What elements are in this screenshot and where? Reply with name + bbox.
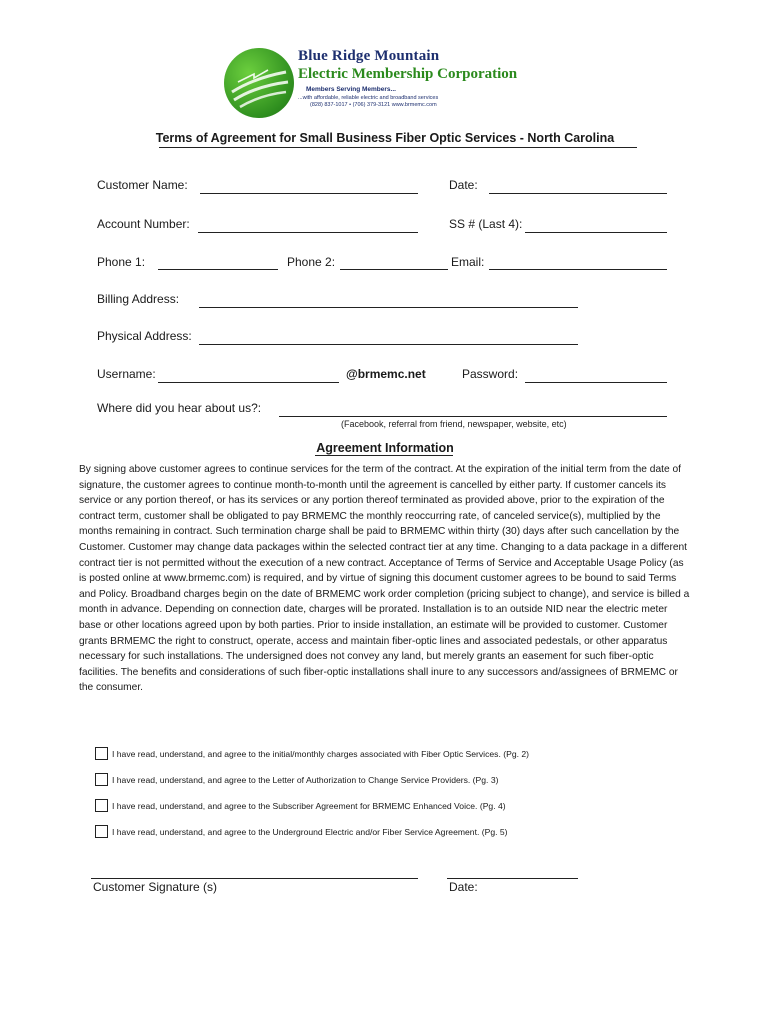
agree-checkbox-3[interactable] (95, 799, 108, 812)
title-underline (159, 147, 637, 148)
org-contact: (828) 837-1017 • (706) 379-3121 www.brmemc.com (310, 102, 437, 108)
signature-label: Customer Signature (s) (93, 880, 218, 894)
agree-checkbox-2[interactable] (95, 773, 108, 786)
billing-address-label: Billing Address: (97, 292, 180, 306)
email-domain: @brmemc.net (346, 367, 426, 381)
physical-address-field[interactable] (199, 344, 578, 345)
agree-text-3: I have read, understand, and agree to the Subscriber Agreement for BRMEMC Enhanced Voice. (Pg. 4) (112, 800, 506, 811)
agreement-text: By signing above customer agrees to continue services for the term of the contract. At the expiration of the initial term from the date of signature, the customer agrees to continue month-to-month until the agreement is cancelled by either party. If customer cancels its service or any portion thereof, or has its services or any portion thereof terminated as provided above, prior to the expiration of the contract term, customer shall be obligated to pay BRMEMC the monthly reoccurring rate, of canceled service(s), multiplied by the months remaining in contract. Such termination charge shall be paid to BRMEMC within thirty (30) days after such cancellation by the Customer. Customer may change data packages within the selected contract tier at any time. Changing to a data package in a different contract tier is not permitted without the execution of a new contract. Acceptance of Terms of Service and Acceptable Usage Policy (as is posted online at www.brmemc.com) is required, and by virtue of signing this document customer agrees to be bound to said Terms and Policy. Broadband charges begin on the date of BRMEMC work order completion (pricing subject to change), and service is billed a month in advance. Depending on connection date, charges will be prorated. Installation is to an outside NID near the electric meter base or other locations agreed upon by both parties. Prior to inside installation, an estimate will be provided to customer. Customer grants BRMEMC the right to construct, operate, access and maintain fiber-optic lines and associated pedestals, or other apparatus necessary for such installations. The undersigned does not convey any land, but merely grants an easement for such fiber-optic facilities. The benefits and considerations of such fiber-optic installations shall inure to any successors and/assignees of BRMEMC or the consumer. (79, 464, 690, 694)
agree-checkbox-1[interactable] (95, 747, 108, 760)
username-field[interactable] (158, 382, 339, 383)
agree-text-4: I have read, understand, and agree to the Underground Electric and/or Fiber Service Agreement. (Pg. 5) (112, 826, 508, 837)
page-title: Terms of Agreement for Small Business Fiber Optic Services - North Carolina (155, 131, 615, 145)
customer-name-field[interactable] (200, 193, 418, 194)
date-field[interactable] (489, 193, 667, 194)
check-row (95, 799, 506, 812)
hear-about-label: Where did you hear about us?: (97, 401, 262, 415)
billing-address-field[interactable] (199, 307, 578, 308)
org-name-line2: Electric Membership Corporation (298, 66, 518, 82)
agreement-heading: Agreement Information (316, 441, 454, 455)
check-row (95, 747, 529, 760)
logo-icon (224, 48, 294, 118)
signature-date-label: Date: (449, 880, 478, 894)
agree-text-1: I have read, understand, and agree to the initial/monthly charges associated with Fiber Optic Services. (Pg. 2) (112, 748, 530, 759)
phone1-field[interactable] (158, 269, 278, 270)
agree-checkbox-4[interactable] (95, 825, 108, 838)
check-row (95, 825, 508, 838)
physical-address-label: Physical Address: (97, 329, 192, 343)
ss-last4-field[interactable] (525, 232, 667, 233)
org-tagline: Members Serving Members... (306, 86, 396, 93)
phone2-label: Phone 2: (287, 255, 336, 269)
hear-about-field[interactable] (279, 416, 667, 417)
email-label: Email: (451, 255, 485, 269)
phone1-label: Phone 1: (97, 255, 146, 269)
phone2-field[interactable] (340, 269, 448, 270)
customer-name-label: Customer Name: (97, 178, 188, 192)
hear-about-hint: (Facebook, referral from friend, newspaper, website, etc) (341, 419, 567, 429)
signature-date-field[interactable] (447, 878, 578, 879)
password-field[interactable] (525, 382, 667, 383)
account-number-field[interactable] (198, 232, 418, 233)
ss-last4-label: SS # (Last 4): (449, 217, 523, 231)
account-number-label: Account Number: (97, 217, 190, 231)
signature-field[interactable] (91, 878, 418, 879)
date-label: Date: (449, 178, 478, 192)
password-label: Password: (462, 367, 519, 381)
email-field[interactable] (489, 269, 667, 270)
org-subline: ...with affordable, reliable electric and broadband services (298, 95, 439, 101)
username-label: Username: (97, 367, 156, 381)
check-row (95, 773, 498, 786)
agreement-heading-underline (315, 455, 453, 456)
agree-text-2: I have read, understand, and agree to the Letter of Authorization to Change Service Providers. (Pg. 3) (112, 774, 499, 785)
org-name-line1: Blue Ridge Mountain (298, 48, 440, 64)
